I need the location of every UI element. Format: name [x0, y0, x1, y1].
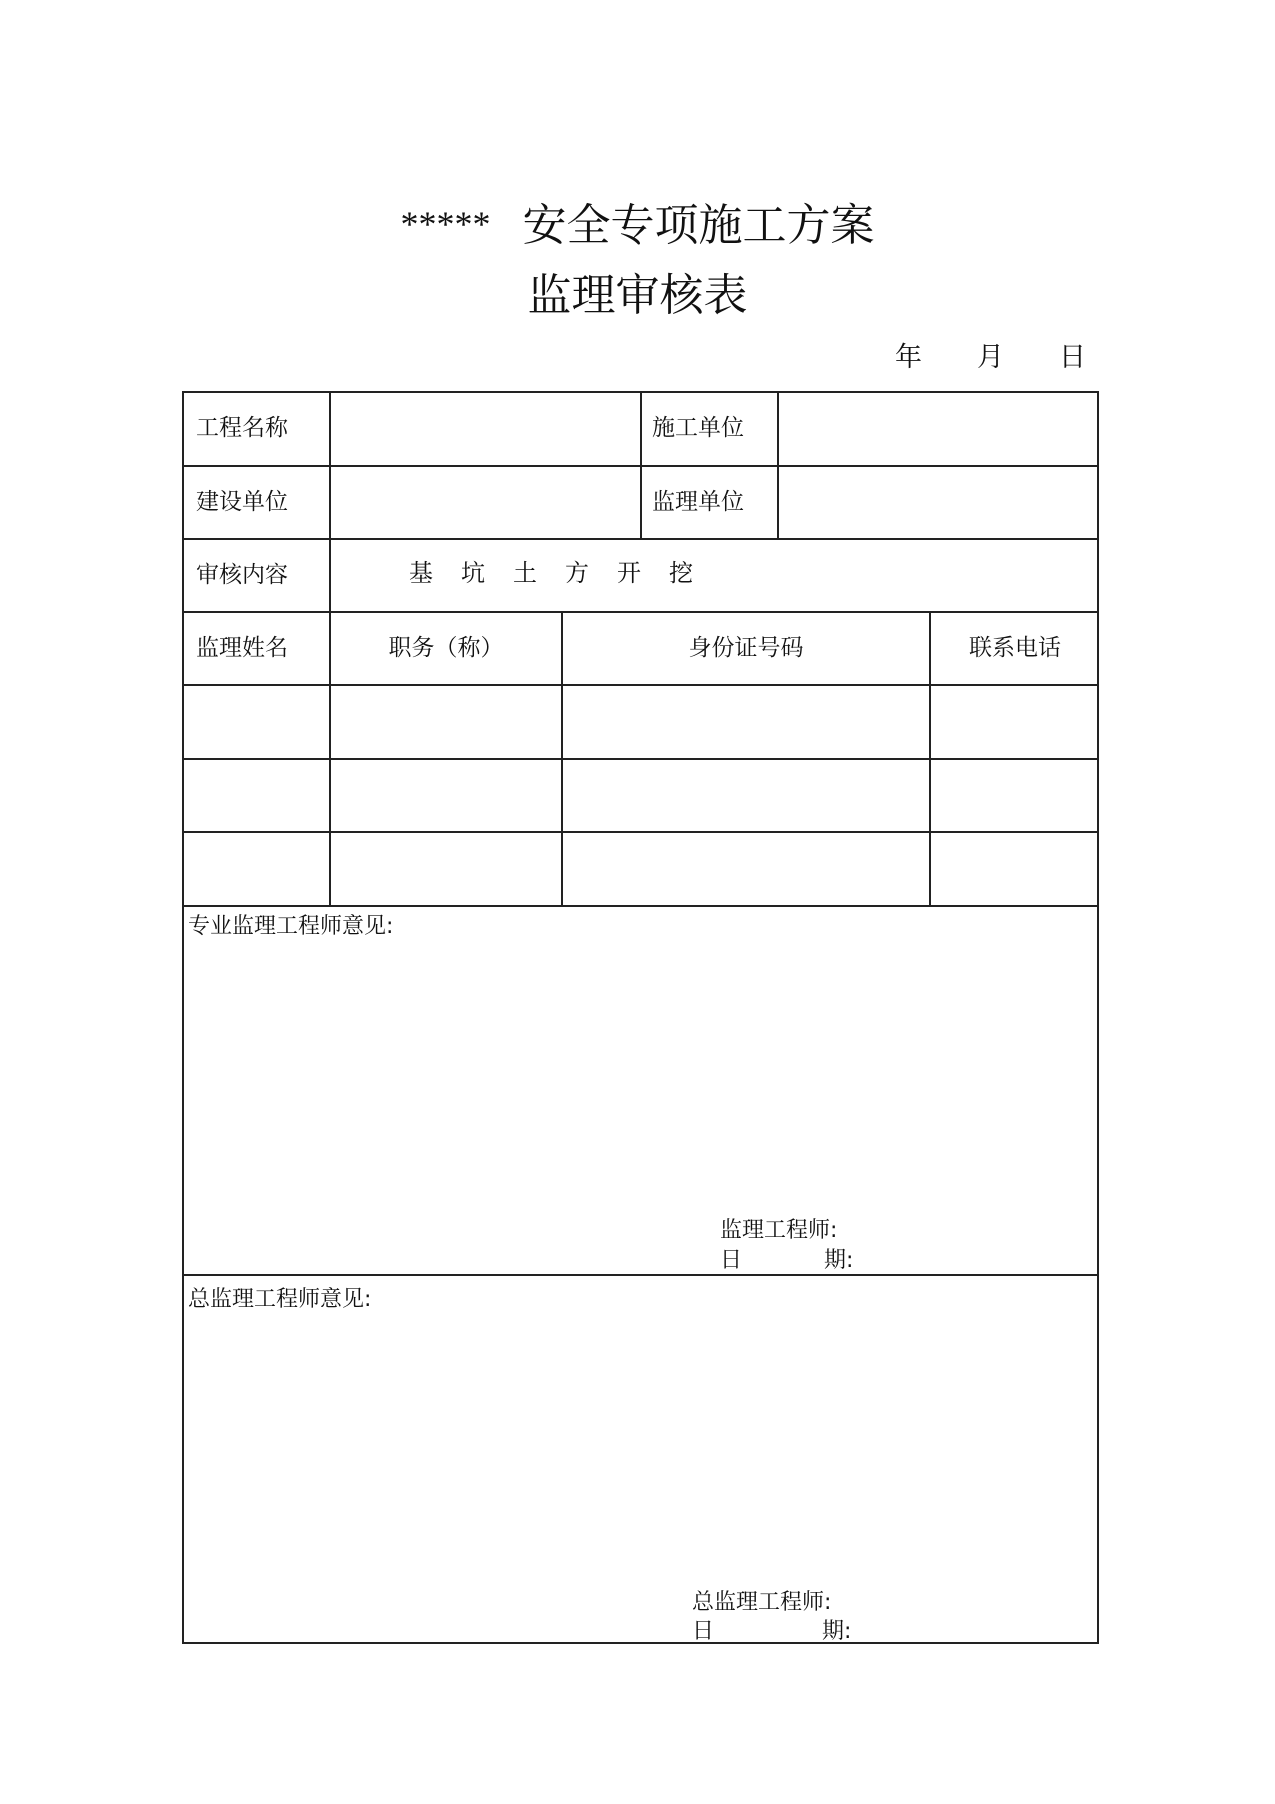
chief-opinion-label: 总监理工程师意见:: [188, 1287, 372, 1312]
label-supervision-unit: 监理单位: [652, 489, 744, 515]
row2-name-cell[interactable]: [196, 780, 321, 810]
row3-id-cell[interactable]: [572, 853, 922, 883]
row-divider: [182, 684, 1099, 686]
row-divider: [182, 831, 1099, 833]
specialist-date-label-b: 期:: [824, 1248, 854, 1273]
review-content-value: 基坑土方开挖: [409, 559, 721, 587]
field-supervision-unit[interactable]: [790, 487, 1090, 517]
header-phone: 联系电话: [969, 635, 1061, 661]
row2-phone-cell[interactable]: [940, 780, 1090, 810]
row-divider: [182, 905, 1099, 907]
field-construction-unit[interactable]: [790, 413, 1090, 443]
specialist-date-label-a: 日: [720, 1248, 743, 1273]
date-month: 月: [977, 342, 1004, 373]
row-divider: [182, 758, 1099, 760]
title-stars: *****: [400, 204, 491, 244]
row1-title-cell[interactable]: [340, 706, 552, 736]
row3-phone-cell[interactable]: [940, 853, 1090, 883]
column-divider: [640, 391, 642, 538]
row3-title-cell[interactable]: [340, 853, 552, 883]
specialist-opinion-label: 专业监理工程师意见:: [188, 914, 394, 939]
document-title: [0, 196, 1275, 254]
header-title: 职务（称）: [388, 635, 504, 661]
header-id-number: 身份证号码: [688, 635, 804, 661]
field-owner-unit[interactable]: [340, 487, 630, 517]
label-project-name: 工程名称: [196, 415, 288, 441]
field-project-name[interactable]: [340, 413, 630, 443]
specialist-signer-label: 监理工程师:: [720, 1218, 838, 1243]
label-review-content: 审核内容: [196, 562, 288, 588]
date-year: 年: [895, 342, 922, 373]
row1-phone-cell[interactable]: [940, 706, 1090, 736]
row2-title-cell[interactable]: [340, 780, 552, 810]
label-construction-unit: 施工单位: [652, 415, 744, 441]
header-supervisor-name: 监理姓名: [196, 635, 288, 661]
date-line: [895, 340, 1086, 376]
label-owner-unit: 建设单位: [196, 489, 288, 515]
row2-id-cell[interactable]: [572, 780, 922, 810]
chief-signer-label: 总监理工程师:: [692, 1590, 832, 1615]
row-divider: [182, 1274, 1099, 1276]
row1-id-cell[interactable]: [572, 706, 922, 736]
row-divider: [182, 611, 1099, 613]
column-divider: [777, 391, 779, 538]
row3-name-cell[interactable]: [196, 853, 321, 883]
title-main: 安全专项施工方案: [522, 200, 875, 251]
row1-name-cell[interactable]: [196, 706, 321, 736]
document-subtitle: 监理审核表: [527, 270, 748, 321]
date-day: 日: [1059, 342, 1086, 373]
chief-date-label-a: 日: [692, 1619, 715, 1644]
chief-date-label-b: 期:: [822, 1619, 852, 1644]
row-divider: [182, 538, 1099, 540]
